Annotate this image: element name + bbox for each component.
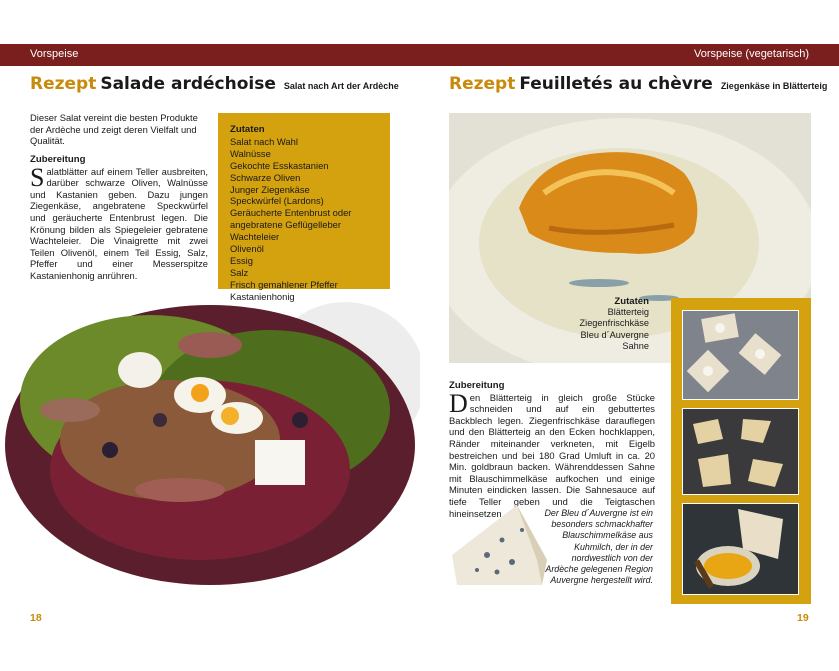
ingredient-item: Blätterteig xyxy=(607,307,649,318)
ingredient-item: Salat nach Wahl xyxy=(230,135,298,147)
ingredient-item: Ziegenfrischkäse xyxy=(579,318,649,329)
recipe-keyword: Rezept xyxy=(449,74,516,94)
cheese-caption: Der Bleu d´Auvergne ist ein besonders schmackhafter Blauschimmelkäse aus Kuhmilch, der in der nordwestlich von der Ardèche gelegenen Region Auvergne hergestellt wird. xyxy=(544,508,653,586)
left-page-number: 18 xyxy=(30,612,42,624)
right-section-label: Vorspeise (vegetarisch) xyxy=(694,48,809,60)
ingredient-item: Olivenöl xyxy=(230,243,264,255)
ingredient-item: Junger Ziegenkäse xyxy=(230,183,310,195)
ingredients-list xyxy=(580,307,649,352)
ingredient-item: Essig xyxy=(230,254,253,266)
left-recipe-title xyxy=(30,74,399,94)
ingredient-item: Salz xyxy=(230,266,249,278)
left-intro-text: Dieser Salat vereint die besten Produkte der Ardèche und zeigt deren Vielfalt und Qualität. xyxy=(30,112,198,147)
recipe-subtitle: Salat nach Art der Ardèche xyxy=(283,81,399,91)
left-section-label: Vorspeise xyxy=(30,48,79,60)
method-heading: Zubereitung xyxy=(30,154,86,165)
ingredient-item: Wachteleier xyxy=(230,231,280,243)
ingredients-heading: Zutaten xyxy=(614,296,649,307)
right-ingredients xyxy=(580,296,649,352)
right-method xyxy=(449,380,655,519)
ingredient-item: Walnüsse xyxy=(230,147,271,159)
step-photo-2 xyxy=(682,408,799,495)
ingredient-item: Frisch gemahlener Pfeffer xyxy=(230,278,338,290)
salad-photo xyxy=(0,300,420,600)
ingredient-item: Sahne xyxy=(622,340,649,351)
method-text: alatblätter auf einem Teller ausbreiten, darüber schwarze Oliven, Walnüsse und Kastanien geben. Dazu jungen Ziegenkäse, angebratene Speckwürfel und geräucherte Entenbrust legen. Die Krönung bilden als Spiegeleier gebratene Wachteleier. Die Vinaigrette mit zwei Teilen Olivenöl, einem Teil Essig, Salz, Pfeffer und einer Messerspitze Kastanienhonig anrühren. xyxy=(30,165,208,281)
method-heading: Zubereitung xyxy=(449,380,505,391)
ingredient-item: Schwarze Oliven xyxy=(230,171,301,183)
ingredient-item: Bleu d´Auvergne xyxy=(580,329,649,340)
dropcap: D xyxy=(449,388,468,418)
ingredient-item: Gekochte Esskastanien xyxy=(230,159,329,171)
recipe-name: Feuilletés au chèvre xyxy=(519,74,713,94)
ingredient-item: angebratene Geflügelleber xyxy=(230,219,342,231)
ingredient-item: Speckwürfel (Lardons) xyxy=(230,195,324,207)
method-text: en Blätterteig in gleich große Stücke schneiden und auf ein gebuttertes Backblech legen. Ziegenfrischkäse darauflegen und den Blätterteig an den Ecken hochklappen, Ränder miteinander verkneten, mit Eigelb bestreichen und bei 180 Grad Umluft in ca. 20 Min. goldbraun backen. Währenddessen Sahne mit Blauschimmelkäse aufkochen und einige Minuten eindicken lassen. Die Sahnesauce auf tiefe Teller geben und die Teigtaschen hineinsetzen. xyxy=(449,391,655,519)
ingredient-item: Geräucherte Entenbrust oder xyxy=(230,207,352,219)
recipe-subtitle: Ziegenkäse in Blätterteig xyxy=(720,81,828,91)
left-method xyxy=(30,154,208,282)
step-photos-column xyxy=(671,298,811,604)
ingredient-item: Kastanienhonig xyxy=(230,290,295,302)
recipe-keyword: Rezept xyxy=(30,74,97,94)
recipe-name: Salade ardéchoise xyxy=(100,74,276,94)
step-photo-3 xyxy=(682,503,799,595)
ingredients-list xyxy=(230,136,390,303)
dropcap: S xyxy=(30,162,45,192)
section-header-bar xyxy=(0,44,839,66)
step-photo-1 xyxy=(682,310,799,400)
left-ingredients-box xyxy=(218,113,390,302)
right-recipe-title xyxy=(449,74,827,94)
right-page-number: 19 xyxy=(797,612,809,624)
ingredients-heading: Zutaten xyxy=(230,124,265,135)
